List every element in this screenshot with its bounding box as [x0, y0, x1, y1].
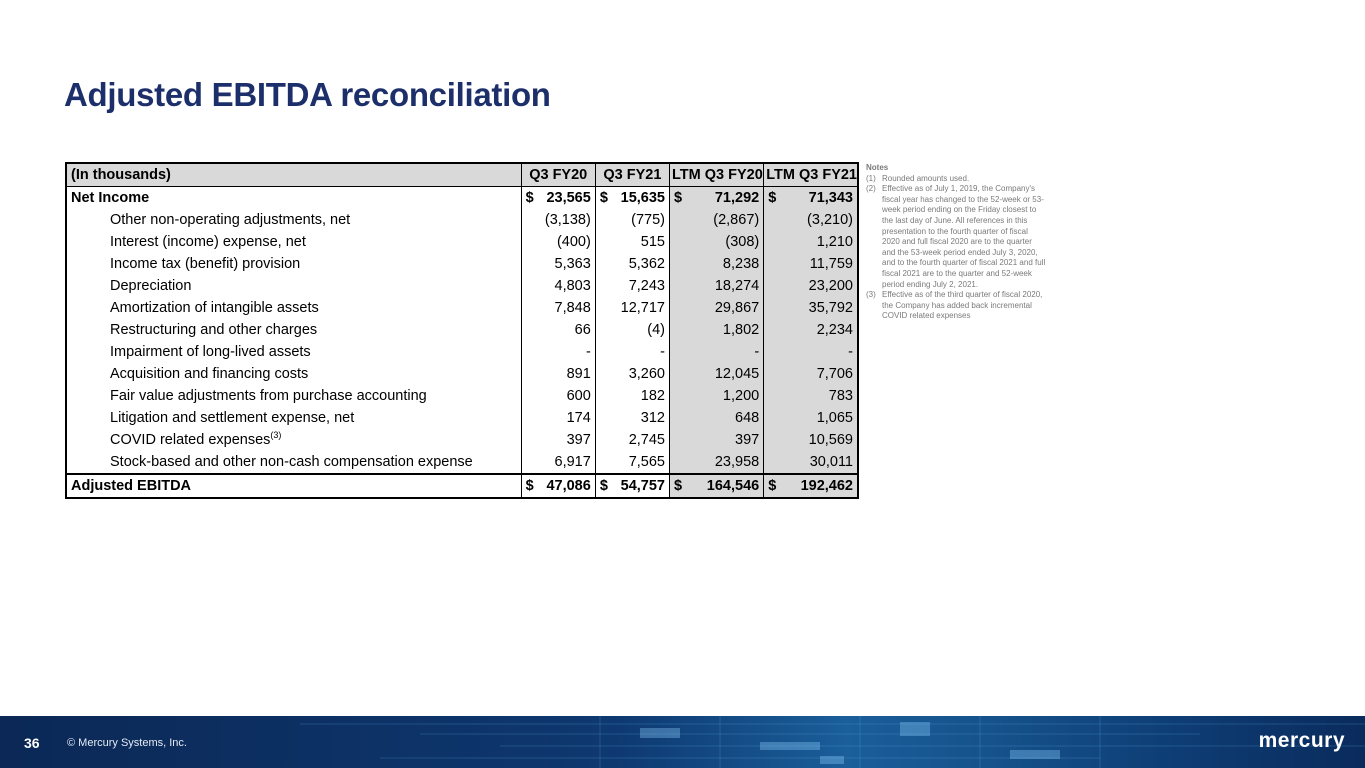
net-income-label: Net Income	[71, 190, 150, 206]
net-income-row	[66, 187, 858, 210]
value-ltm-q3-fy20: 648	[669, 407, 763, 429]
value-ltm-q3-fy21: 11,759	[764, 253, 858, 275]
row-label: Impairment of long-lived assets	[110, 344, 311, 360]
value: 23,565	[546, 190, 591, 206]
value: 54,757	[620, 478, 665, 494]
value-q3-fy21: 5,362	[595, 253, 669, 275]
value-q3-fy20: (400)	[521, 231, 595, 253]
value-ltm-q3-fy21: 7,706	[764, 363, 858, 385]
note-text: Rounded amounts used.	[882, 173, 970, 183]
currency-symbol: $	[525, 478, 534, 494]
value-q3-fy21: 12,717	[595, 297, 669, 319]
value-ltm-q3-fy21: 1,065	[764, 407, 858, 429]
note-number: (1)	[866, 173, 876, 183]
adjusted-ebitda-label: Adjusted EBITDA	[66, 474, 521, 498]
value: 192,462	[800, 478, 853, 494]
row-label-text: COVID related expenses	[110, 432, 271, 448]
value-q3-fy21: 312	[595, 407, 669, 429]
row-label: Fair value adjustments from purchase accounting	[110, 388, 427, 404]
value-ltm-q3-fy20: -	[669, 341, 763, 363]
row-label: Income tax (benefit) provision	[110, 256, 301, 272]
value-ltm-q3-fy21: 1,210	[764, 231, 858, 253]
net-income-q3-fy20	[521, 187, 595, 210]
adjusted-ebitda-ltm-q3-fy20	[669, 474, 763, 498]
value-q3-fy20: 891	[521, 363, 595, 385]
net-income-q3-fy21	[595, 187, 669, 210]
adjusted-ebitda-ltm-q3-fy21	[764, 474, 858, 498]
table-row	[66, 385, 858, 407]
value-ltm-q3-fy21: 35,792	[764, 297, 858, 319]
circuit-background-texture	[0, 716, 1365, 768]
table-row	[66, 451, 858, 474]
table-row	[66, 407, 858, 429]
notes-panel	[866, 163, 1046, 322]
table-row	[66, 275, 858, 297]
value-ltm-q3-fy20: 397	[669, 429, 763, 451]
value-ltm-q3-fy20: 1,802	[669, 319, 763, 341]
currency-symbol: $	[768, 478, 777, 494]
note-item	[866, 290, 1046, 322]
currency-symbol: $	[673, 190, 683, 206]
value-q3-fy20: 6,917	[521, 451, 595, 474]
value-ltm-q3-fy20: (2,867)	[669, 209, 763, 231]
adjusted-ebitda-q3-fy21	[595, 474, 669, 498]
value-q3-fy20: 5,363	[521, 253, 595, 275]
header-q3-fy20: Q3 FY20	[521, 163, 595, 187]
row-label: Interest (income) expense, net	[110, 234, 306, 250]
value-q3-fy20: 66	[521, 319, 595, 341]
currency-symbol: $	[599, 190, 608, 206]
value-ltm-q3-fy21: 783	[764, 385, 858, 407]
value-q3-fy21: -	[595, 341, 669, 363]
value-ltm-q3-fy21: (3,210)	[764, 209, 858, 231]
note-text: Effective as of the third quarter of fiscal 2020, the Company has added back incremental COVID related expenses	[882, 290, 1043, 321]
mercury-logo: mercury	[1258, 729, 1345, 752]
header-ltm-q3-fy20: LTM Q3 FY20	[669, 163, 763, 187]
row-label: Amortization of intangible assets	[110, 300, 319, 316]
page-title: Adjusted EBITDA reconciliation	[64, 76, 551, 113]
value-ltm-q3-fy21: 23,200	[764, 275, 858, 297]
value-q3-fy20: (3,138)	[521, 209, 595, 231]
note-item	[866, 184, 1046, 290]
value-ltm-q3-fy21: 30,011	[764, 451, 858, 474]
table-row	[66, 253, 858, 275]
value-ltm-q3-fy21: -	[764, 341, 858, 363]
row-label: Stock-based and other non-cash compensation expense	[110, 454, 473, 470]
value-ltm-q3-fy20: 18,274	[669, 275, 763, 297]
copyright-text: © Mercury Systems, Inc.	[67, 737, 187, 749]
notes-heading: Notes	[866, 163, 889, 172]
value-q3-fy21: 7,565	[595, 451, 669, 474]
footer-bar	[0, 716, 1365, 768]
value-ltm-q3-fy20: 8,238	[669, 253, 763, 275]
value-q3-fy21: 7,243	[595, 275, 669, 297]
value-ltm-q3-fy20: 12,045	[669, 363, 763, 385]
value-ltm-q3-fy20: (308)	[669, 231, 763, 253]
row-label: Litigation and settlement expense, net	[110, 410, 355, 426]
table-row	[66, 297, 858, 319]
currency-symbol: $	[673, 478, 683, 494]
value: 47,086	[546, 478, 591, 494]
net-income-ltm-q3-fy20	[669, 187, 763, 210]
adjusted-ebitda-q3-fy20	[521, 474, 595, 498]
row-label: Acquisition and financing costs	[110, 366, 309, 382]
value-ltm-q3-fy21: 2,234	[764, 319, 858, 341]
table-row	[66, 231, 858, 253]
value: 71,343	[808, 190, 853, 206]
header-ltm-q3-fy21: LTM Q3 FY21	[764, 163, 858, 187]
note-text: Effective as of July 1, 2019, the Company's fiscal year has changed to the 52-week or 53-week period ending on the Friday closest to the last day of June. All references in this presentation to the fourth quarter of fiscal 2020 and full fiscal 2020 are to the quarter and the 53-week period ended July 3, 2020, and to the fourth quarter of fiscal 2021 and full fiscal 2021 are to the quarter and 52-week period ending July 2, 2021.	[882, 184, 1046, 289]
value-q3-fy21: (4)	[595, 319, 669, 341]
value-ltm-q3-fy20: 29,867	[669, 297, 763, 319]
table-row	[66, 341, 858, 363]
footnote-ref: (3)	[270, 430, 282, 441]
adjusted-ebitda-row	[66, 474, 858, 498]
page-number: 36	[24, 735, 40, 751]
currency-symbol: $	[525, 190, 534, 206]
value-q3-fy20: 174	[521, 407, 595, 429]
value-q3-fy21: 2,745	[595, 429, 669, 451]
row-label: Depreciation	[110, 278, 192, 294]
value-q3-fy21: 515	[595, 231, 669, 253]
table-row	[66, 319, 858, 341]
note-number: (2)	[866, 184, 876, 194]
value-q3-fy20: -	[521, 341, 595, 363]
value-q3-fy21: 182	[595, 385, 669, 407]
value-q3-fy21: (775)	[595, 209, 669, 231]
row-label: Other non-operating adjustments, net	[110, 212, 351, 228]
value-q3-fy20: 7,848	[521, 297, 595, 319]
currency-symbol: $	[768, 190, 777, 206]
currency-symbol: $	[599, 478, 608, 494]
table-header-row	[66, 163, 858, 187]
value-q3-fy21: 3,260	[595, 363, 669, 385]
value-ltm-q3-fy20: 23,958	[669, 451, 763, 474]
table-row	[66, 363, 858, 385]
note-item	[866, 174, 1046, 185]
header-q3-fy21: Q3 FY21	[595, 163, 669, 187]
row-label: Restructuring and other charges	[110, 322, 318, 338]
value-q3-fy20: 4,803	[521, 275, 595, 297]
header-label: (In thousands)	[66, 163, 521, 187]
value-ltm-q3-fy21: 10,569	[764, 429, 858, 451]
row-label	[66, 429, 521, 451]
table-row	[66, 429, 858, 451]
table-row	[66, 209, 858, 231]
value: 164,546	[706, 478, 760, 494]
net-income-ltm-q3-fy21	[764, 187, 858, 210]
value-q3-fy20: 397	[521, 429, 595, 451]
value-q3-fy20: 600	[521, 385, 595, 407]
ebitda-reconciliation-table	[65, 162, 859, 499]
value: 71,292	[714, 190, 760, 206]
value: 15,635	[620, 190, 665, 206]
note-number: (3)	[866, 290, 876, 300]
value-ltm-q3-fy20: 1,200	[669, 385, 763, 407]
